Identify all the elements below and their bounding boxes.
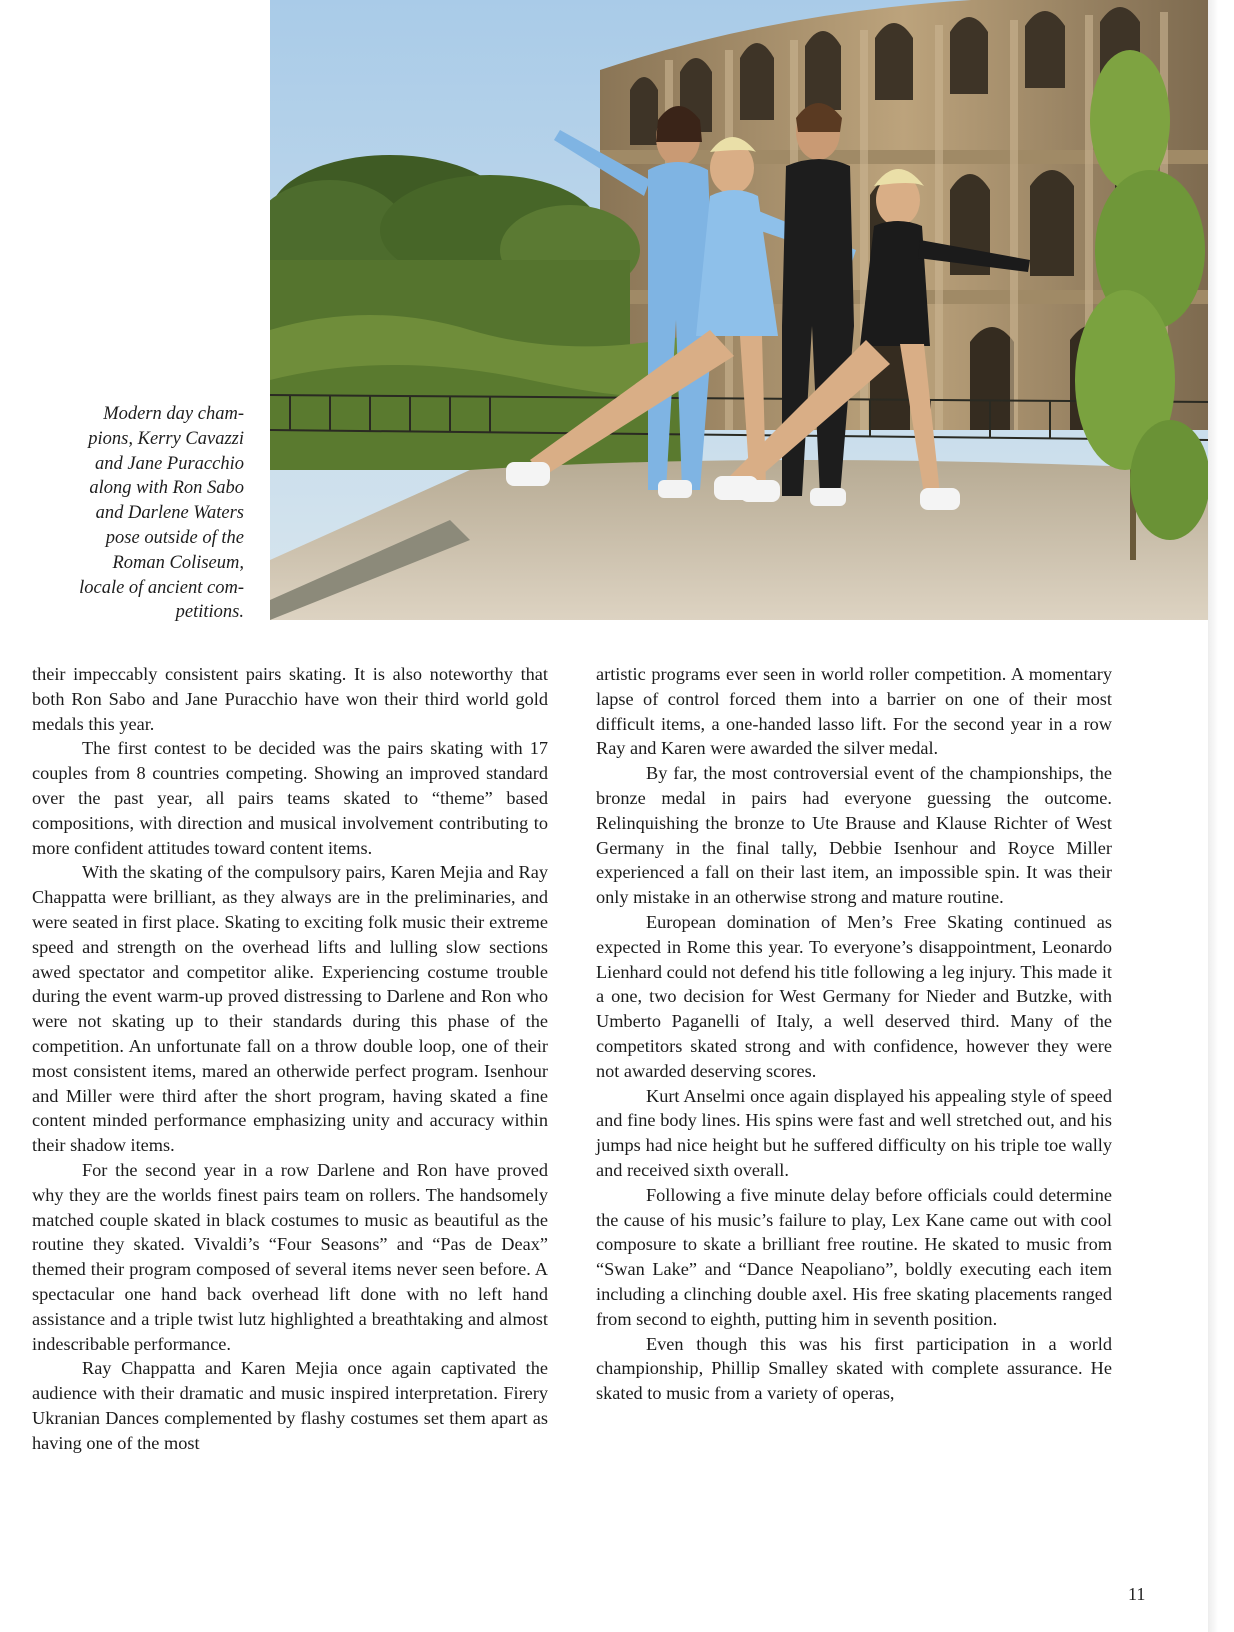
caption-line: along with Ron Sabo xyxy=(89,478,244,499)
paragraph: Following a five minute delay before officials could determine the cause of his music’s failure to play, Lex Kane came out with cool composure to skate a brilliant free routine. He skated to music from “Swan Lake” and “Dance Neapoliano”, boldly executing each item including a clinching double axel. His free skating placements ranged from second to eighth, putting him in seventh position. xyxy=(596,1184,1112,1329)
paragraph: Ray Chappatta and Karen Mejia once again captivated the audience with their dramatic and music inspired interpretation. Firery Ukranian Dances complemented by flashy costumes set them apart as having one of the most xyxy=(32,1358,548,1453)
caption-line: and Darlene Waters xyxy=(95,503,244,524)
caption-line: pose outside of the xyxy=(105,527,244,548)
page-number: 11 xyxy=(1128,1584,1146,1604)
photo-caption xyxy=(30,402,244,625)
paragraph: artistic programs ever seen in world roller competition. A momentary lapse of control forced them into a barrier on one of their most difficult items, a one-handed lasso lift. For the second year in a row Ray and Karen were awarded the silver medal. xyxy=(596,664,1112,759)
caption-line: Modern day cham- xyxy=(103,404,244,424)
caption-line: pions, Kerry Cavazzi xyxy=(88,428,244,449)
paragraph: For the second year in a row Darlene and Ron have proved why they are the worlds finest pairs team on rollers. The handsomely matched couple skated in black costumes to music as beautiful as the routine they skated. Vivaldi’s “Four Seasons” and “Pas de Deax” themed their program composed of several items never seen before. A spectacular one hand back overhead lift done with no left hand assistance and a triple twist lutz highlighted a breathtaking and almost indescribable performance. xyxy=(32,1159,548,1354)
paragraph: By far, the most controversial event of the championships, the bronze medal in pairs had everyone guessing the outcome. Relinquishing the bronze to Ute Brause and Klause Richter of West Germany in the final tally, Debbie Isenhour and Royce Miller experienced a fall on their last item, an impossible spin. It was their only mistake in an otherwise strong and mature routine. xyxy=(596,763,1112,908)
page-edge-shadow xyxy=(1208,0,1234,1632)
paragraph: Kurt Anselmi once again displayed his appealing style of speed and fine body lines. His spins were fast and well stretched out, and his jumps had nice height but he suffered difficulty on his triple toe wally and received sixth overall. xyxy=(596,1085,1112,1180)
caption-line: petitions. xyxy=(175,602,244,623)
caption-line: Roman Coliseum, xyxy=(112,552,244,573)
caption-line: and Jane Puracchio xyxy=(95,453,244,474)
caption-line: locale of ancient com- xyxy=(79,577,244,598)
paragraph: European domination of Men’s Free Skating continued as expected in Rome this year. To everyone’s disappointment, Leonardo Lienhard could not defend his title following a leg injury. This made it a one, two decision for West Germany for Nieder and Butzke, with Umberto Paganelli of Italy, a well deserved third. Many of the competitors skated strong and with confidence, however they were not awarded deserving scores. xyxy=(596,911,1112,1081)
article-column-left xyxy=(32,662,548,1456)
paragraph: With the skating of the compulsory pairs, Karen Mejia and Ray Chappatta were brilliant, as they always are in the preliminaries, and were seated in first place. Skating to exciting folk music their extreme speed and strength on the overhead lifts and lulling slow sections awed spectator and competitor alike. Experiencing costume trouble during the event warm-up proved distressing to Darlene and Ron who were not skating up to their standards during this phase of the competition. An unfortunate fall on a throw double loop, one of their most consistent items, mared an otherwide perfect program. Isenhour and Miller were third after the short program, having skated a fine content minded performance emphasizing unity and accuracy within their shadow items. xyxy=(32,862,548,1156)
coliseum-photo xyxy=(270,0,1208,620)
article-column-right xyxy=(596,662,1112,1406)
paragraph: The first contest to be decided was the pairs skating with 17 couples from 8 countries competing. Showing an improved standard over the past year, all pairs teams skated to “theme” based compositions, with direction and musical involvement contributing to more confident attitudes toward content items. xyxy=(32,738,548,858)
paragraph: their impeccably consistent pairs skating. It is also noteworthy that both Ron Sabo and Jane Puracchio have won their third world gold medals this year. xyxy=(32,664,548,734)
paragraph: Even though this was his first participation in a world championship, Phillip Smalley skated with complete assurance. He skated to music from a variety of operas, xyxy=(596,1333,1112,1404)
